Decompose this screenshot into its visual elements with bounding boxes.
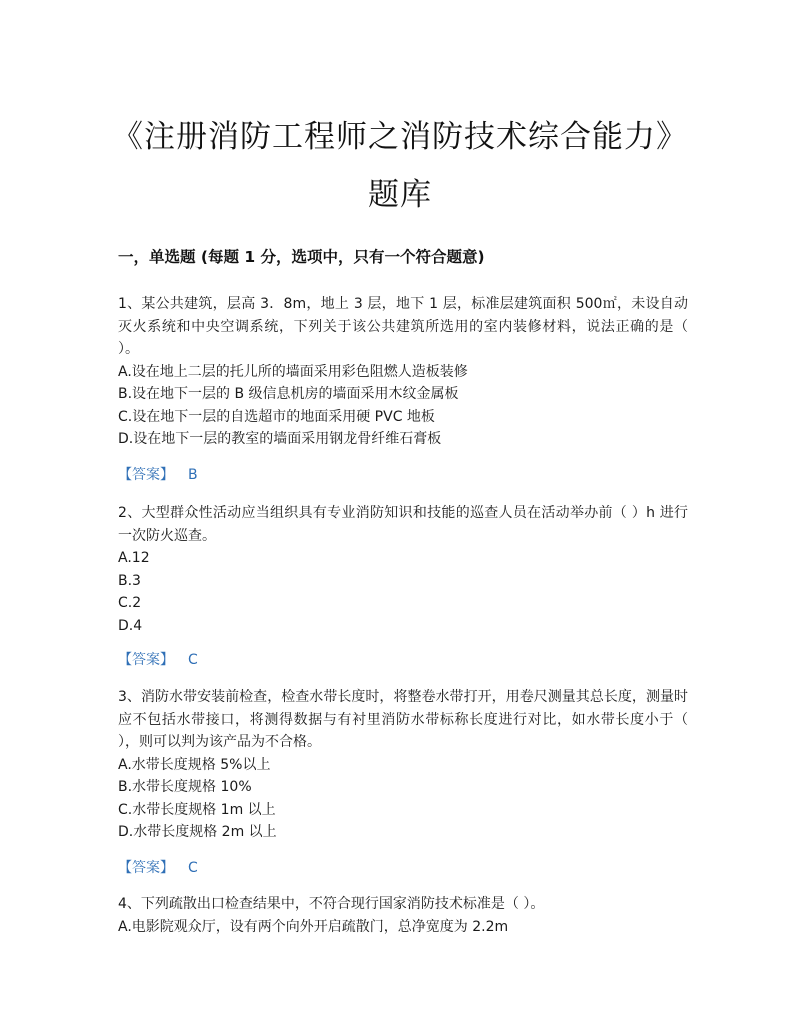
answer-2 <box>118 649 198 671</box>
answer-label: 【答案】 <box>118 860 174 876</box>
option-c: C.水带长度规格 1m 以上 <box>118 801 276 818</box>
option-b: B.设在地下一层的 B 级信息机房的墙面采用木纹金属板 <box>118 386 459 402</box>
answer-value: C <box>188 860 198 876</box>
option-b: B.3 <box>118 572 141 589</box>
answer-3 <box>118 857 198 879</box>
question-1 <box>118 293 688 451</box>
question-2 <box>118 502 688 637</box>
answer-value: B <box>188 467 198 483</box>
option-c: C.设在地下一层的自选超市的地面采用硬 PVC 地板 <box>118 408 435 425</box>
option-d: D.设在地下一层的教室的墙面采用钢龙骨纤维石膏板 <box>118 431 442 447</box>
question-stem: 1、某公共建筑，层高 3．8m，地上 3 层，地下 1 层，标准层建筑面积 500㎡，未设自动灭火系统和中央空调系统，下列关于该公共建筑所选用的室内装修材料，说法正确的是（ ）。 <box>118 296 688 357</box>
answer-1 <box>118 464 198 486</box>
option-d: D.水带长度规格 2m 以上 <box>118 824 277 840</box>
document-title: 《注册消防工程师之消防技术综合能力》题库 <box>112 119 688 213</box>
answer-value: C <box>188 652 198 668</box>
section-heading: 一，单选题 (每题 1 分，选项中，只有一个符合题意) <box>118 248 485 266</box>
option-a: A.电影院观众厅，设有两个向外开启疏散门，总净宽度为 2.2m <box>118 918 509 935</box>
question-3 <box>118 686 688 844</box>
option-d: D.4 <box>118 617 143 634</box>
question-stem: 3、消防水带安装前检查，检查水带长度时，将整卷水带打开，用卷尺测量其总长度，测量时应不包括水带接口，将测得数据与有衬里消防水带标称长度进行对比，如水带长度小于（ ），则可以判为该产品为不合格。 <box>118 689 688 750</box>
question-4 <box>118 893 688 938</box>
answer-label: 【答案】 <box>118 652 174 668</box>
option-a: A.12 <box>118 550 150 566</box>
question-stem: 4、下列疏散出口检查结果中，不符合现行国家消防技术标准是（ ）。 <box>118 896 545 912</box>
option-c: C.2 <box>118 595 142 611</box>
option-b: B.水带长度规格 10% <box>118 779 252 795</box>
question-stem: 2、大型群众性活动应当组织具有专业消防知识和技能的巡查人员在活动举办前（ ）h 进行一次防火巡查。 <box>118 505 688 544</box>
option-a: A.水带长度规格 5%以上 <box>118 756 271 773</box>
answer-label: 【答案】 <box>118 467 174 483</box>
option-a: A.设在地上二层的托儿所的墙面采用彩色阻燃人造板装修 <box>118 363 468 380</box>
